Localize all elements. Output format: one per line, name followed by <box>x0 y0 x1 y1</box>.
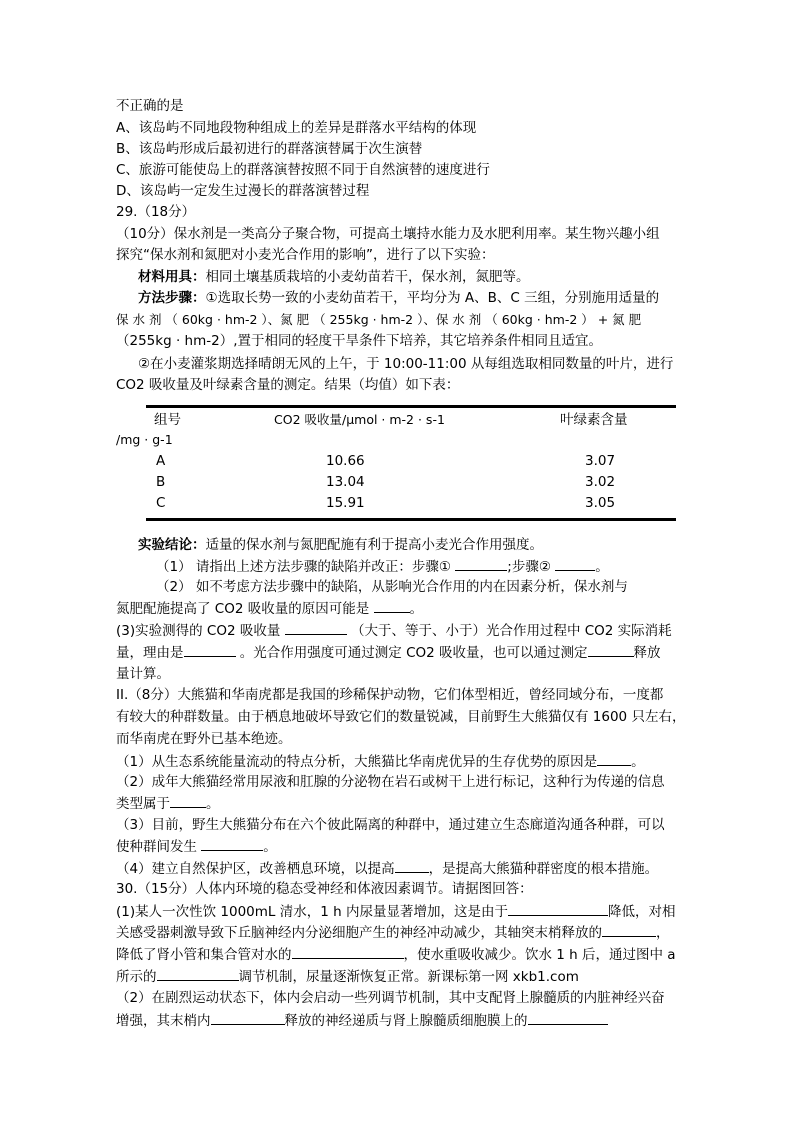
q28-option-d: D、该岛屿一定发生过漫长的群落演替过程 <box>116 183 370 199</box>
q30-s1-line1: (1)某人一次性饮 1000mL 清水，1 h 内尿量显著增加，这是由于 降低，对相 <box>116 901 686 922</box>
table-row-c-co2: 15.91 <box>326 495 365 511</box>
answer-blank[interactable] <box>395 858 429 873</box>
q29-step2-line2: CO2 吸收量及叶绿素含量的测定。结果（均值）如下表： <box>116 377 460 393</box>
q29-part2-q1: （1）从生态系统能量流动的特点分析，大熊猫比华南虎优异的生存优势的原因是 。 <box>116 751 686 772</box>
answer-blank[interactable] <box>528 1010 608 1025</box>
answer-blank[interactable] <box>292 944 404 959</box>
q29-sub3-line3: 量计算。 <box>116 666 170 682</box>
answer-blank[interactable] <box>170 793 206 808</box>
q29-sub3-line1: (3)实验测得的 CO2 吸收量 （大于、等于、小于）光合作用过程中 CO2 实际消耗 <box>116 620 686 641</box>
answer-blank[interactable] <box>184 642 236 657</box>
q29-part2-q2-line1: （2）成年大熊猫经常用尿液和肛腺的分泌物在岩石或树干上进行标记，这种行为传递的信息 <box>116 774 665 790</box>
q29-part2-q3-line1: （3）目前，野生大熊猫分布在六个彼此隔离的种群中，通过建立生态廊道沟通各种群，可以 <box>116 817 665 833</box>
q30-s2-line1: （2）在剧烈运动状态下，体内会启动一些列调节机制，其中支配肾上腺髓质的内脏神经兴奋 <box>116 990 665 1006</box>
q29-part2-line1: II.（8分）大熊猫和华南虎都是我国的珍稀保护动物，它们体型相近，曾经同域分布，一度都 <box>116 687 664 703</box>
q28-option-b: B、该岛屿形成后最初进行的群落演替属于次生演替 <box>116 141 423 157</box>
table-top-rule <box>146 405 676 408</box>
q29-materials <box>138 267 708 287</box>
q29-sub1: （1） 请指出上述方法步骤的缺陷并改正：步骤① ;步骤② 。 <box>156 556 726 577</box>
answer-blank[interactable] <box>211 1010 285 1025</box>
table-row-c-chl: 3.05 <box>585 495 616 511</box>
conclusion-text: 适量的保水剂与氮肥配施有利于提高小麦光合作用强度。 <box>205 537 543 553</box>
table-row-c-group: C <box>156 495 166 511</box>
answer-blank[interactable] <box>285 620 347 635</box>
answer-blank[interactable] <box>508 901 608 916</box>
q29-part2-line3: 而华南虎在野外已基本绝迹。 <box>116 731 292 747</box>
answer-blank[interactable] <box>588 642 634 657</box>
table-bottom-rule <box>146 518 676 521</box>
q30-header: 30.（15分）人体内环境的稳态受神经和体液因素调节。请据图回答： <box>116 881 533 897</box>
q30-s2-line2: 增强，其末梢内 释放的神经递质与肾上腺髓质细胞膜上的 <box>116 1010 686 1031</box>
q29-sub2-line2: 氮肥配施提高了 CO2 吸收量的原因可能是 。 <box>116 598 686 619</box>
answer-blank[interactable] <box>157 966 239 981</box>
q29-intro-line2: 探究“保水剂和氮肥对小麦光合作用的影响”，进行了以下实验： <box>116 247 495 263</box>
q30-s1-line3: 降低了肾小管和集合管对水的 ，使水重吸收减少。饮水 1 h 后，通过图中 a <box>116 944 686 965</box>
q29-sub3-line2: 量，理由是 。光合作用强度可通过测定 CO2 吸收量，也可以通过测定 释放 <box>116 642 686 663</box>
table-header-co2: CO2 吸收量/μmol · m-2 · s-1 <box>274 412 445 427</box>
table-row-a-co2: 10.66 <box>326 453 365 469</box>
answer-blank[interactable] <box>597 751 631 766</box>
q30-s1-line4: 所示的 调节机制，尿量逐渐恢复正常。新课标第一网 xkb1.com <box>116 966 686 987</box>
q28-stem-end: 不正确的是 <box>116 98 184 114</box>
q29-method-line3: （255kg · hm-2）,置于相同的轻度干旱条件下培养，其它培养条件相同且适宜。 <box>116 333 602 349</box>
answer-blank[interactable] <box>201 836 263 851</box>
table-row-a-group: A <box>156 453 166 469</box>
conclusion-label: 实验结论： <box>138 537 206 553</box>
table-row-b-chl: 3.02 <box>585 474 616 490</box>
table-header-chlorophyll: 叶绿素含量 <box>560 412 628 428</box>
q29-part2-q3-line2: 使种群间发生 。 <box>116 836 686 857</box>
method-label: 方法步骤： <box>138 290 206 306</box>
q29-header: 29.（18分） <box>116 204 196 220</box>
q29-conclusion <box>138 535 708 555</box>
table-row-b-co2: 13.04 <box>326 474 365 490</box>
q29-sub2-line1: （2） 如不考虑方法步骤中的缺陷，从影响光合作用的内在因素分析，保水剂与 <box>156 579 628 595</box>
q29-intro-line1: （10分）保水剂是一类高分子聚合物，可提高土壤持水能力及水肥利用率。某生物兴趣小组 <box>116 226 660 242</box>
q29-method-line2: 保 水 剂 （ 60kg · hm-2 ）、氮 肥 （ 255kg · hm-2 ）、保 水 剂 （ 60kg · hm-2 ） + 氮 肥 <box>116 312 642 327</box>
q29-method-line1 <box>138 288 708 308</box>
q29-part2-q2-line2: 类型属于 。 <box>116 793 686 814</box>
q30-s1-line2: 关感受器刺激导致下丘脑神经内分泌细胞产生的神经冲动减少，其轴突末梢释放的 ， <box>116 922 686 943</box>
answer-blank[interactable] <box>455 556 507 571</box>
materials-text: 相同土壤基质栽培的小麦幼苗若干，保水剂，氮肥等。 <box>205 269 530 285</box>
table-header-chlorophyll-unit: /mg · g-1 <box>116 432 173 447</box>
q28-option-c: C、旅游可能使岛上的群落演替按照不同于自然演替的速度进行 <box>116 162 490 178</box>
materials-label: 材料用具： <box>138 269 206 285</box>
answer-blank[interactable] <box>555 556 595 571</box>
q29-part2-q4: （4）建立自然保护区，改善栖息环境，以提高 ，是提高大熊猫种群密度的根本措施。 <box>116 858 686 879</box>
table-header-group: 组号 <box>154 412 181 428</box>
answer-blank[interactable] <box>374 598 410 613</box>
q29-step2-line1: ②在小麦灌浆期选择晴朗无风的上午，于 10:00-11:00 从每组选取相同数量的叶片，进行 <box>138 356 674 372</box>
method-text: ①选取长势一致的小麦幼苗若干，平均分为 A、B、C 三组，分别施用适量的 <box>205 290 660 306</box>
table-row-a-chl: 3.07 <box>585 453 616 469</box>
answer-blank[interactable] <box>602 922 656 937</box>
table-row-b-group: B <box>156 474 166 490</box>
q29-part2-line2: 有较大的种群数量。由于栖息地破坏导致它们的数量锐减，目前野生大熊猫仅有 1600 只左右， <box>116 709 686 725</box>
q28-option-a: A、该岛屿不同地段物种组成上的差异是群落水平结构的体现 <box>116 120 477 136</box>
